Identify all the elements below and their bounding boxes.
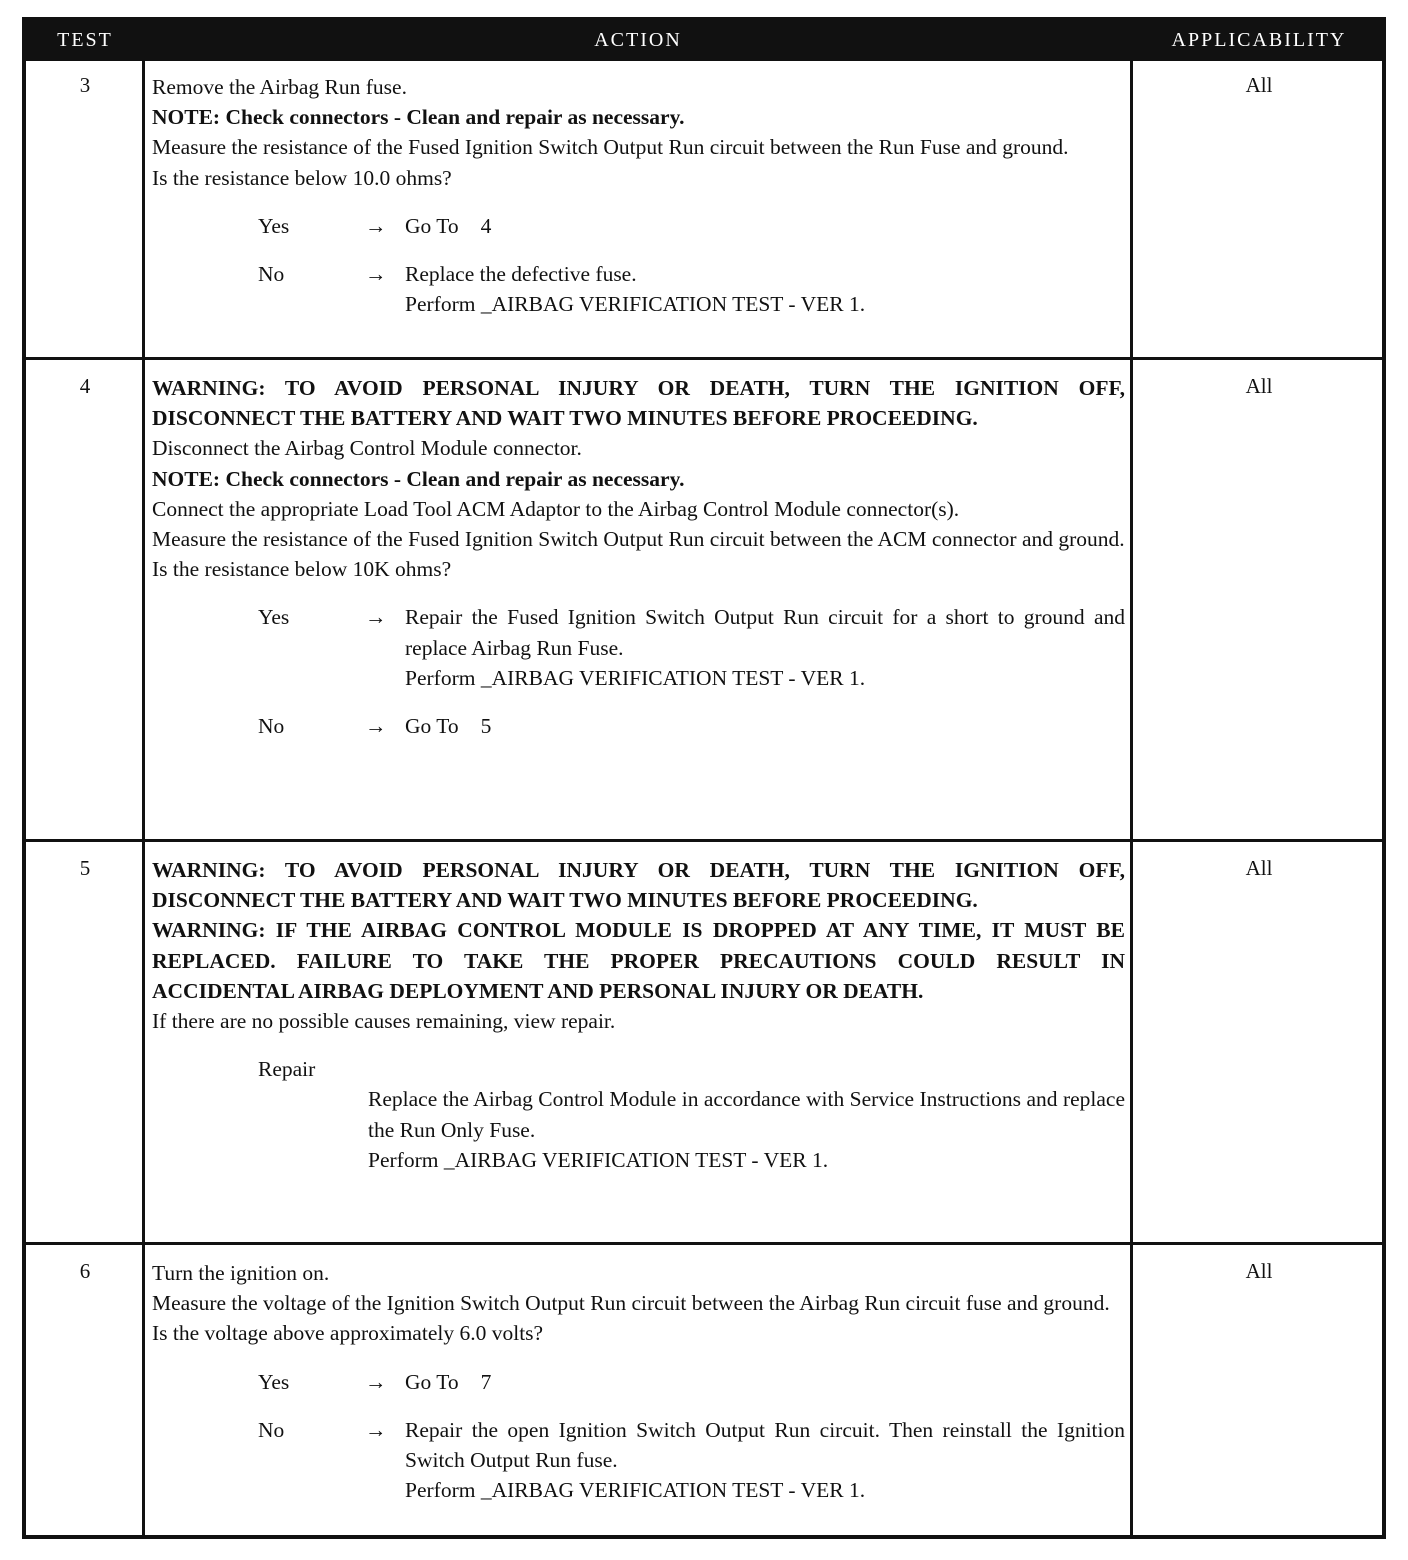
no-label: No bbox=[258, 262, 285, 287]
yes-label: Yes bbox=[258, 1369, 290, 1394]
yes-label: Yes bbox=[258, 605, 290, 630]
table-header bbox=[26, 21, 1382, 61]
warning: WARNING: TO AVOID PERSONAL INJURY OR DEATH, TURN THE IGNITION OFF, DISCONNECT THE BATTERY AND WAIT TWO MINUTES BEFORE PROCEEDING. bbox=[152, 376, 1125, 431]
arrow-icon: → bbox=[365, 1369, 387, 1394]
header-action: ACTION bbox=[594, 29, 682, 51]
yes-option bbox=[152, 602, 1125, 693]
no-result: Repair the open Ignition Switch Output Run circuit. Then reinstall the Ignition Switch Output Run fuse. Perform _AIRBAG VERIFICATION TEST - VER 1. bbox=[405, 1417, 1125, 1503]
instruction: Measure the resistance of the Fused Ignition Switch Output Run circuit between the ACM connector and ground. bbox=[152, 527, 1125, 552]
column-divider bbox=[142, 61, 145, 1535]
no-option bbox=[152, 711, 1125, 741]
arrow-icon: → bbox=[365, 714, 387, 739]
yes-option bbox=[152, 211, 1125, 241]
no-option bbox=[152, 1415, 1125, 1506]
yes-label: Yes bbox=[258, 213, 290, 238]
action-cell bbox=[152, 855, 1125, 1175]
note: NOTE: Check connectors - Clean and repair as necessary. bbox=[152, 466, 685, 491]
applicability-value: All bbox=[1245, 374, 1273, 398]
note: NOTE: Check connectors - Clean and repair as necessary. bbox=[152, 105, 685, 130]
applicability-value: All bbox=[1245, 1259, 1273, 1283]
yes-result: Repair the Fused Ignition Switch Output Run circuit for a short to ground and replace Airbag Run Fuse. Perform _AIRBAG VERIFICATION TEST - VER 1. bbox=[405, 605, 1125, 690]
warning: WARNING: IF THE AIRBAG CONTROL MODULE IS DROPPED AT ANY TIME, IT MUST BE REPLACED. FAILURE TO TAKE THE PROPER PRECAUTIONS COULD RESULT IN ACCIDENTAL AIRBAG DEPLOYMENT AND PERSONAL INJURY OR DEATH. bbox=[152, 918, 1125, 1003]
yes-option bbox=[152, 1367, 1125, 1397]
goto-link[interactable]: Go To 4 bbox=[405, 213, 492, 238]
row-divider bbox=[26, 839, 1382, 842]
action-cell bbox=[152, 72, 1125, 319]
arrow-icon: → bbox=[365, 262, 387, 287]
no-label: No bbox=[258, 714, 285, 739]
repair-block bbox=[152, 1054, 1125, 1175]
row-divider bbox=[26, 357, 1382, 360]
question: Is the resistance below 10.0 ohms? bbox=[152, 165, 452, 190]
applicability-value: All bbox=[1245, 73, 1273, 97]
repair-label: Repair bbox=[258, 1057, 316, 1082]
row-divider bbox=[26, 1242, 1382, 1245]
test-number: 5 bbox=[79, 856, 91, 880]
header-test: TEST bbox=[57, 29, 113, 51]
action-cell bbox=[152, 1258, 1125, 1505]
repair-text: Replace the Airbag Control Module in accordance with Service Instructions and replace the Run Only Fuse. Perform _AIRBAG VERIFICATION TEST - VER 1. bbox=[368, 1087, 1125, 1172]
question: Is the voltage above approximately 6.0 volts? bbox=[152, 1321, 544, 1346]
perform-test: Perform _AIRBAG VERIFICATION TEST - VER 1. bbox=[368, 1147, 829, 1172]
column-divider bbox=[1130, 61, 1133, 1535]
perform-test: Perform _AIRBAG VERIFICATION TEST - VER 1. bbox=[405, 292, 866, 317]
header-applicability: APPLICABILITY bbox=[1171, 29, 1347, 51]
action-cell bbox=[152, 373, 1125, 741]
arrow-icon: → bbox=[365, 1417, 387, 1442]
no-label: No bbox=[258, 1417, 285, 1442]
applicability-value: All bbox=[1245, 856, 1273, 880]
goto-link[interactable]: Go To 7 bbox=[405, 1369, 492, 1394]
no-result: Replace the defective fuse. Perform _AIRBAG VERIFICATION TEST - VER 1. bbox=[405, 262, 866, 317]
test-number: 6 bbox=[79, 1259, 91, 1283]
instruction: Measure the resistance of the Fused Ignition Switch Output Run circuit between the Run Fuse and ground. bbox=[152, 135, 1069, 160]
instruction: Remove the Airbag Run fuse. bbox=[152, 75, 407, 99]
perform-test: Perform _AIRBAG VERIFICATION TEST - VER 1. bbox=[405, 665, 866, 690]
instruction: Connect the appropriate Load Tool ACM Adaptor to the Airbag Control Module connector(s). bbox=[152, 496, 960, 521]
instruction: Turn the ignition on. bbox=[152, 1261, 330, 1285]
arrow-icon: → bbox=[365, 213, 387, 238]
test-number: 4 bbox=[79, 374, 91, 398]
arrow-icon: → bbox=[365, 605, 387, 630]
diagnostic-table bbox=[22, 17, 1386, 1539]
goto-link[interactable]: Go To 5 bbox=[405, 714, 492, 739]
instruction: Measure the voltage of the Ignition Switch Output Run circuit between the Airbag Run circuit fuse and ground. bbox=[152, 1291, 1110, 1316]
question: Is the resistance below 10K ohms? bbox=[152, 557, 452, 582]
instruction: If there are no possible causes remaining, view repair. bbox=[152, 1009, 616, 1034]
instruction: Disconnect the Airbag Control Module connector. bbox=[152, 436, 582, 461]
perform-test: Perform _AIRBAG VERIFICATION TEST - VER 1. bbox=[405, 1478, 866, 1503]
warning: WARNING: TO AVOID PERSONAL INJURY OR DEATH, TURN THE IGNITION OFF, DISCONNECT THE BATTERY AND WAIT TWO MINUTES BEFORE PROCEEDING. bbox=[152, 858, 1125, 913]
no-option bbox=[152, 259, 1125, 319]
test-number: 3 bbox=[79, 73, 91, 97]
